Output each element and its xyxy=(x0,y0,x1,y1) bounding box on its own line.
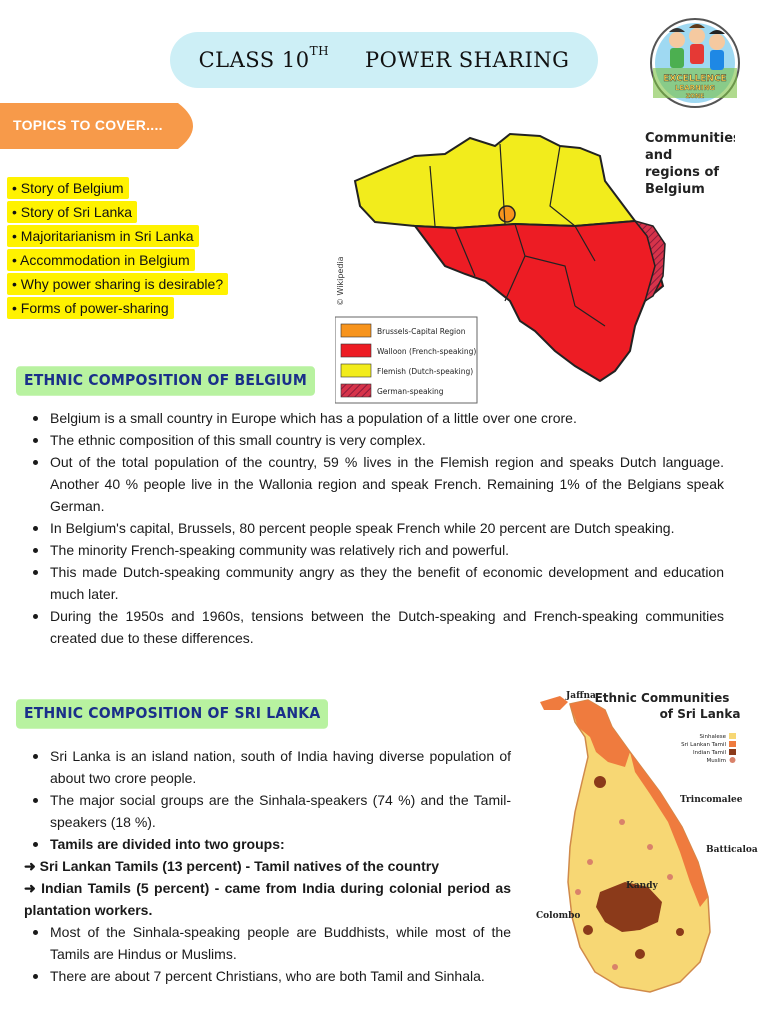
topic-item: • Story of Belgium xyxy=(7,177,129,199)
topic-item: • Story of Sri Lanka xyxy=(7,201,137,223)
belgium-map-title: Communities and regions of Belgium xyxy=(645,131,735,197)
title-class: CLASS 10TH xyxy=(198,44,330,72)
legend-label: Sri Lankan Tamil xyxy=(681,742,726,748)
legend-label: Flemish (Dutch-speaking) xyxy=(377,367,474,376)
place-colombo: Colombo xyxy=(536,911,581,921)
list-item: The minority French-speaking community was relatively rich and powerful. xyxy=(24,539,724,561)
srilanka-heading: ETHNIC COMPOSITION OF SRI LANKA xyxy=(16,699,328,728)
srilanka-bullets xyxy=(24,745,511,987)
map-credit: © Wikipedia xyxy=(336,256,345,306)
list-item: During the 1950s and 1960s, tensions between the Dutch-speaking and French-speaking communities created due to these differences. xyxy=(24,605,724,649)
list-item: Out of the total population of the country, 59 % lives in the Flemish region and speaks Dutch language. Another 40 % people live in the Wallonia region and speak French. Remaining 1% of the Belgians speak German. xyxy=(24,451,724,517)
belgium-legend xyxy=(335,317,477,403)
logo-text-2: LEARNING xyxy=(674,84,716,92)
list-item: There are about 7 percent Christians, who are both Tamil and Sinhala. xyxy=(24,965,511,987)
list-item: ➜ Sri Lankan Tamils (13 percent) - Tamil natives of the country xyxy=(24,858,439,874)
legend-label: Walloon (French-speaking) xyxy=(377,347,477,356)
list-item: Tamils are divided into two groups: xyxy=(24,833,511,855)
topic-item: • Forms of power-sharing xyxy=(7,297,174,319)
place-batticaloa: Batticaloa xyxy=(706,845,758,855)
legend-label: Muslim xyxy=(706,758,726,764)
list-item: The major social groups are the Sinhala-speakers (74 %) and the Tamil-speakers (18 %). xyxy=(24,789,511,833)
list-item: In Belgium's capital, Brussels, 80 percent people speak French while 20 percent are Dutch speaking. xyxy=(24,517,724,539)
legend-label: Sinhalese xyxy=(699,734,726,740)
topic-item: • Why power sharing is desirable? xyxy=(7,273,228,295)
legend-label: Indian Tamil xyxy=(693,750,726,756)
brussels-region xyxy=(499,206,515,222)
topics-list xyxy=(7,177,228,321)
list-item: Most of the Sinhala-speaking people are Buddhists, while most of the Tamils are Hindus or Muslims. xyxy=(24,921,511,965)
topics-banner xyxy=(0,103,208,149)
logo-text-3: ZONE xyxy=(685,93,705,100)
place-trincomalee: Trincomalee xyxy=(680,795,743,805)
list-item: ➜ Indian Tamils (5 percent) - came from India during colonial period as plantation workers. xyxy=(24,880,511,918)
belgium-map xyxy=(335,126,735,406)
belgium-bullets xyxy=(24,407,724,649)
flemish-region xyxy=(355,134,635,228)
topics-banner-label: TOPICS TO COVER.... xyxy=(13,117,163,133)
srilanka-map-subtitle: of Sri Lanka xyxy=(659,707,741,721)
list-item: Sri Lanka is an island nation, south of India having diverse population of about two crore people. xyxy=(24,745,511,789)
legend-label: German-speaking xyxy=(377,387,444,396)
topic-item: • Majoritarianism in Sri Lanka xyxy=(7,225,199,247)
title-subject: POWER SHARING xyxy=(365,48,570,72)
list-item: This made Dutch-speaking community angry as they the benefit of economic development and education much later. xyxy=(24,561,724,605)
topic-item: • Accommodation in Belgium xyxy=(7,249,195,271)
logo xyxy=(645,16,745,110)
list-item: The ethnic composition of this small country is very complex. xyxy=(24,429,724,451)
srilanka-map-title: Ethnic Communities xyxy=(594,691,730,705)
list-item: Belgium is a small country in Europe which has a population of a little over one crore. xyxy=(24,407,724,429)
srilanka-legend xyxy=(681,733,736,764)
place-jaffna: Jaffna xyxy=(566,691,596,701)
logo-text-1: EXCELLENCE xyxy=(663,74,727,84)
page-title xyxy=(170,32,598,88)
srilanka-map xyxy=(530,682,760,1002)
belgium-heading: ETHNIC COMPOSITION OF BELGIUM xyxy=(16,366,315,395)
legend-label: Brussels-Capital Region xyxy=(377,327,466,336)
place-kandy: Kandy xyxy=(626,881,658,891)
